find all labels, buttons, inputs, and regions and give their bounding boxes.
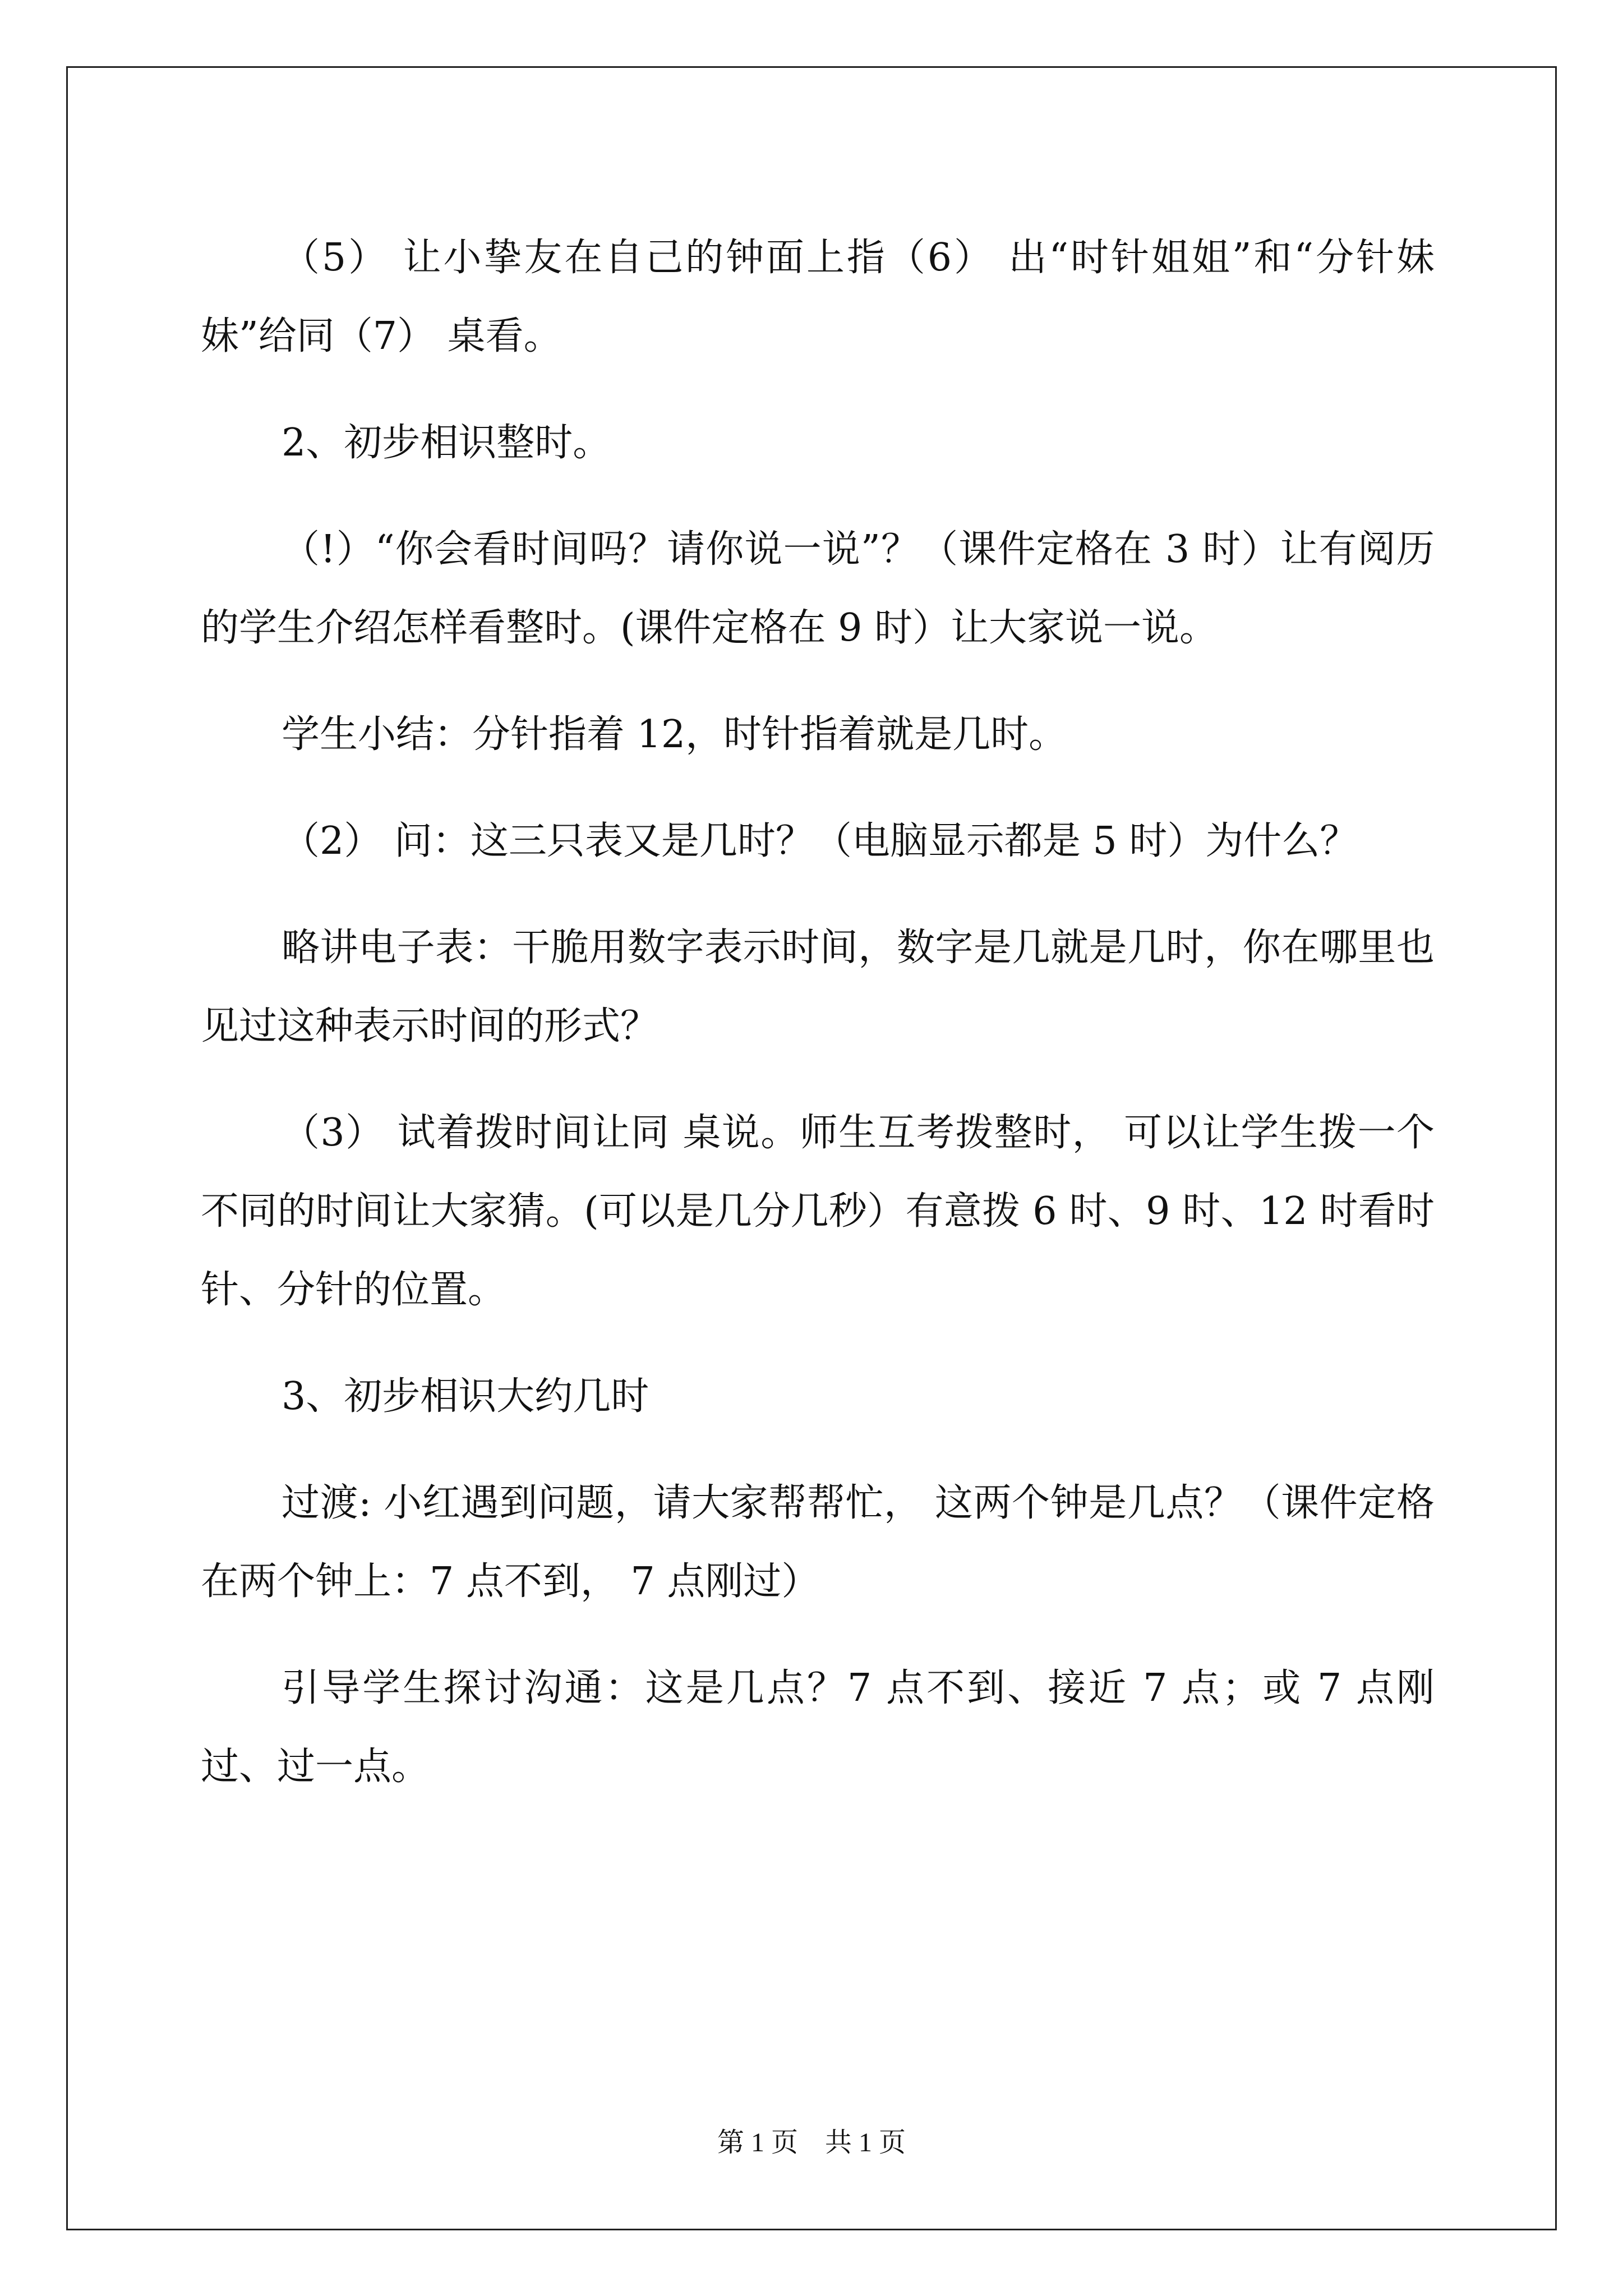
paragraph-2: 2、初步相识整时。	[282, 421, 611, 465]
paragraph-3: （!）“你会看时间吗？请你说一说”？（课件定格在 3 时）让有阅历的学生介绍怎样看整时。(课件定格在 9 时）让大家说一说。	[201, 527, 1435, 650]
paragraph-8: 3、初步相识大约几时	[282, 1374, 649, 1419]
page-footer: 第 1 页 共 1 页	[717, 2128, 906, 2157]
document-body	[201, 219, 1435, 1806]
paragraph-5: （2） 问：这三只表又是几时？（电脑显示都是 5 时）为什么？	[282, 819, 1358, 863]
paragraph-1: （5） 让小挚友在自己的钟面上指（6） 出“时针姐姐”和“分针妹妹”给同（7） 桌看。	[201, 236, 1435, 358]
paragraph-10: 引导学生探讨沟通：这是几点？7 点不到、接近 7 点；或 7 点刚过、过一点。	[201, 1666, 1435, 1789]
paragraph-6: 略讲电子表：干脆用数字表示时间，数字是几就是几时，你在哪里也见过这种表示时间的形式？	[201, 926, 1435, 1048]
paragraph-4: 学生小结：分针指着 12，时针指着就是几时。	[282, 712, 1067, 757]
paragraph-7: （3） 试着拨时间让同 桌说。师生互考拨整时， 可以让学生拨一个不同的时间让大家猜。(可以是几分几秒）有意拨 6 时、9 时、12 时看时针、分针的位置。	[201, 1111, 1435, 1312]
paragraph-9: 过渡: 小红遇到问题，请大家帮帮忙， 这两个钟是几点？（课件定格在两个钟上：7 点不到， 7 点刚过）	[201, 1481, 1435, 1604]
